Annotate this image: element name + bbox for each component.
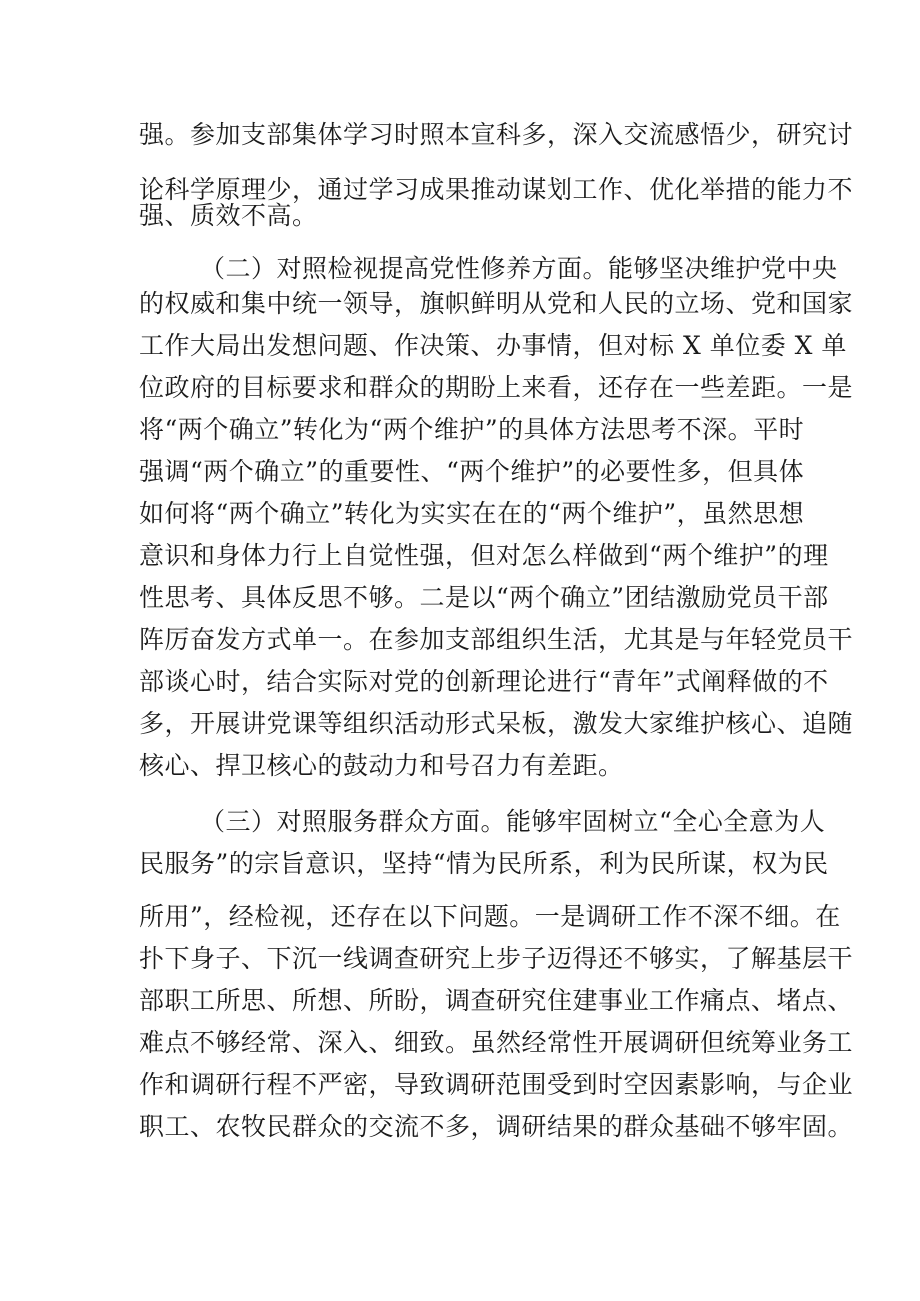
paragraph-2-line-6: 强调“两个确立”的重要性、“两个维护”的必要性多，但具体 [139,457,805,486]
paragraph-1-line-2: 论科学原理少，通过学习成果推动谋划工作、优化举措的能力不 [139,175,854,204]
paragraph-2-line-3: 工作大局出发想问题、作决策、办事情，但对标 X 单位委 X 单 [139,331,847,360]
paragraph-2-line-5: 将“两个确立”转化为“两个维护”的具体方法思考不深。平时 [139,415,805,444]
paragraph-3-line-4: 扑下身子、下沉一线调查研究上步子迈得还不够实，了解基层干 [139,944,854,973]
paragraph-2-line-13: 核心、捍卫核心的鼓动力和号召力有差距。 [139,751,624,780]
paragraph-2-line-8: 意识和身体力行上自觉性强，但对怎么样做到“两个维护”的理 [139,541,829,570]
paragraph-2-line-4: 位政府的目标要求和群众的期盼上来看，还存在一些差距。一是 [139,373,854,402]
paragraph-3-line-2: 民服务”的宗旨意识，坚持“情为民所系，利为民所谋，权为民 [139,849,829,878]
paragraph-2-line-10: 阵厉奋发方式单一。在参加支部组织生活，尤其是与年轻党员干 [139,625,854,654]
paragraph-3-line-7: 作和调研行程不严密，导致调研范围受到时空因素影响，与企业 [139,1070,854,1099]
paragraph-2-line-7: 如何将“两个确立”转化为实实在在的“两个维护”，虽然思想 [139,499,805,528]
paragraph-1-line-3: 强、质效不高。 [139,201,318,230]
paragraph-2-line-9: 性思考、具体反思不够。二是以“两个确立”团结激励党员干部 [139,583,829,612]
paragraph-2-line-2: 的权威和集中统一领导，旗帜鲜明从党和人民的立场、党和国家 [139,289,854,318]
paragraph-2-line-12: 多，开展讲党课等组织活动形式呆板，激发大家维护核心、追随 [139,709,854,738]
paragraph-3-line-3: 所用”，经检视，还存在以下问题。一是调研工作不深不细。在 [139,902,841,931]
paragraph-2-line-1: （二）对照检视提高党性修养方面。能够坚决维护党中央 [200,254,838,283]
paragraph-1-line-1: 强。参加支部集体学习时照本宣科多，深入交流感悟少，研究讨 [139,120,854,149]
paragraph-2-line-11: 部谈心时，结合实际对党的创新理论进行“青年”式阐释做的不 [139,667,829,696]
paragraph-3-line-6: 难点不够经常、深入、细致。虽然经常性开展调研但统筹业务工 [139,1028,854,1057]
paragraph-3-line-8: 职工、农牧民群众的交流不多，调研结果的群众基础不够牢固。 [139,1112,854,1141]
paragraph-3-line-5: 部职工所思、所想、所盼，调查研究住建事业工作痛点、堵点、 [139,986,854,1015]
paragraph-3-line-1: （三）对照服务群众方面。能够牢固树立“全心全意为人 [200,807,826,836]
